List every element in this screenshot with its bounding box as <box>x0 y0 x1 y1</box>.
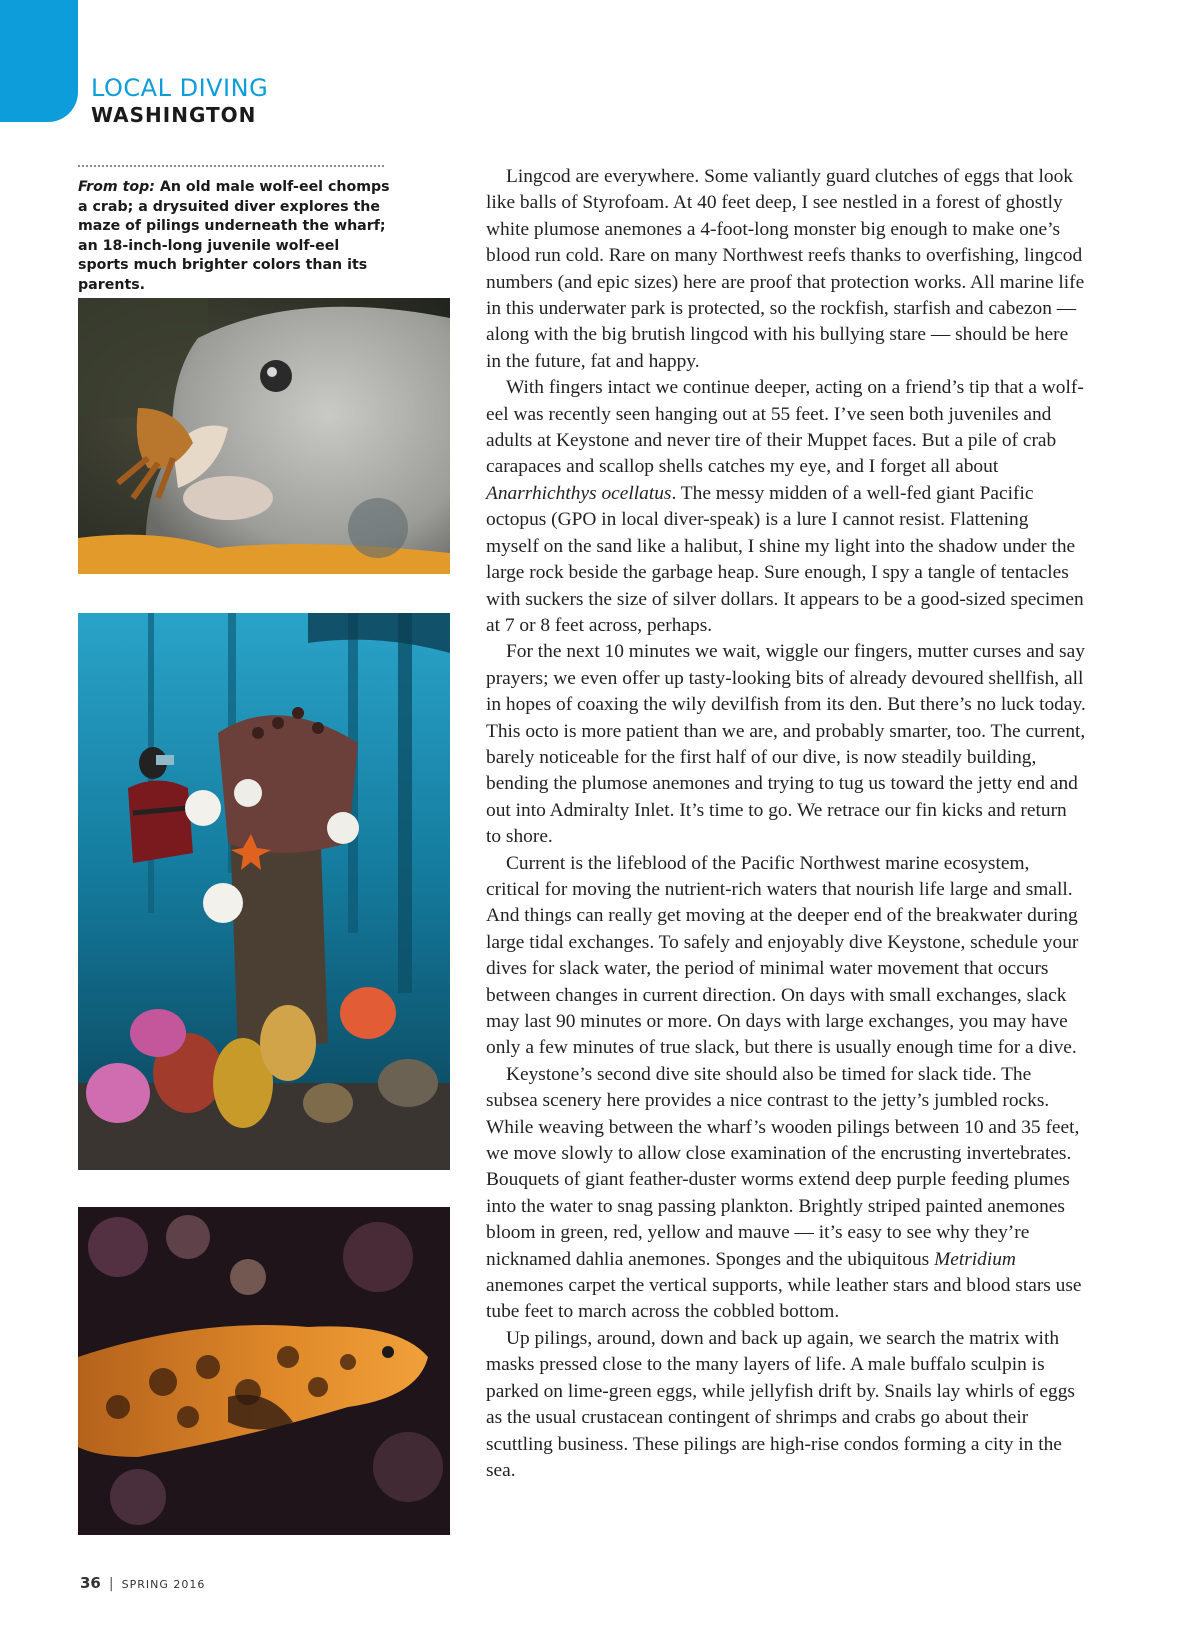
paragraph-text: Keystone’s second dive site should also be timed for slack tide. The subsea scenery here provides a nice contrast to the jetty’s jumbled rocks. While weaving between the wharf’s wooden pilings between 10 and 35 feet, we move slowly to allow close examination of the encrusting invertebrates. Bouquets of giant feather-duster worms extend deep purple feeding plumes into the water to snag passing plankton. Brightly striped painted anemones bloom in green, red, yellow and mauve — it’s easy to see why they’re nicknamed dahlia anemones. Sponges and the ubiquitous <box>486 1063 1080 1270</box>
paragraph: Lingcod are everywhere. Some valiantly guard clutches of eggs that look like balls of Styrofoam. At 40 feet deep, I see nestled in a forest of ghostly white plumose anemones a 4-foot-long monster big enough to make one’s blood run cold. Rare on many Northwest reefs thanks to overfishing, lingcod numbers (and epic sizes) here are proof that protection works. All marine life in this underwater park is protected, so the rockfish, starfish and cabezon — along with the big brutish lingcod with his bullying stare — should be here in the future, fat and happy. <box>486 166 1085 372</box>
genus-name: Metridium <box>934 1248 1016 1270</box>
wolf-eel-eating-crab-photo <box>78 298 450 574</box>
species-name: Anarrhichthys ocellatus <box>486 482 672 504</box>
paragraph: For the next 10 minutes we wait, wiggle our fingers, mutter curses and say prayers; we even offer up tasty-looking bits of already devoured shellfish, all in hopes of coaxing the wily devilfish from its den. But there’s no luck today. This octo is more patient than we are, and probably smarter, too. The current, barely noticeable for the first half of our dive, is now steadily building, bending the plumose anemones and trying to tug us toward the jetty end and out into Admiralty Inlet. It’s time to go. We retrace our fin kicks and return to shore. <box>486 641 1086 848</box>
caption-divider <box>78 165 384 167</box>
paragraph-text: . The messy midden of a well-fed giant Pacific octopus (GPO in local diver-speak) is a lure I cannot resist. Flattening myself on the sand like a halibut, I shine my light into the shadow under the large rock beside the garbage heap. Sure enough, I spy a tangle of tentacles with suckers the size of silver dollars. It appears to be a good-sized specimen at 7 or 8 feet across, perhaps. <box>486 482 1084 636</box>
section-subtitle: WASHINGTON <box>91 103 257 127</box>
juvenile-wolf-eel-photo <box>78 1207 450 1535</box>
section-color-tab <box>0 0 78 122</box>
issue-label: SPRING 2016 <box>121 1578 206 1591</box>
footer-separator: | <box>108 1576 114 1592</box>
page-number: 36 <box>80 1574 101 1592</box>
paragraph-text: With fingers intact we continue deeper, acting on a friend’s tip that a wolf-eel was recently seen hanging out at 55 feet. I’ve seen both juveniles and adults at Keystone and never tire of their Muppet faces. But a pile of crab carapaces and scallop shells catches my eye, and I forget all about <box>486 377 1084 478</box>
paragraph: Up pilings, around, down and back up again, we search the matrix with masks pressed close to the many layers of life. A male buffalo sculpin is parked on lime-green eggs, while jellyfish drift by. Snails lay whirls of eggs as the usual crustacean contingent of shrimps and crabs go about their scuttling business. These pilings are high-rise condos forming a city in the sea. <box>486 1327 1075 1481</box>
caption-text: An old male wolf-eel chomps a crab; a drysuited diver explores the maze of pilings underneath the wharf; an 18-inch-long juvenile wolf-eel sports much brighter colors than its parents. <box>78 179 390 293</box>
paragraph: Current is the lifeblood of the Pacific Northwest marine ecosystem, critical for moving the nutrient-rich waters that nourish life large and small. And things can really get moving at the deeper end of the breakwater during large tidal exchanges. To safely and enjoyably dive Keystone, schedule your dives for slack water, the period of minimal water movement that occurs between changes in current direction. On days with small exchanges, slack may last 90 minutes or more. On days with large exchanges, you may have only a few minutes of true slack, but there is usually enough time for a dive. <box>486 852 1079 1059</box>
paragraph <box>486 375 1086 639</box>
article-body <box>486 164 1086 1484</box>
page-footer <box>80 1573 205 1592</box>
caption-lead: From top: <box>78 179 155 195</box>
paragraph <box>486 1062 1086 1326</box>
section-kicker: LOCAL DIVING <box>91 74 269 102</box>
paragraph-text: anemones carpet the vertical supports, while leather stars and blood stars use tube feet to march across the cobbled bottom. <box>486 1275 1082 1323</box>
photo-caption <box>78 178 390 296</box>
diver-at-wharf-piling-photo <box>78 613 450 1170</box>
section-header <box>91 74 268 128</box>
